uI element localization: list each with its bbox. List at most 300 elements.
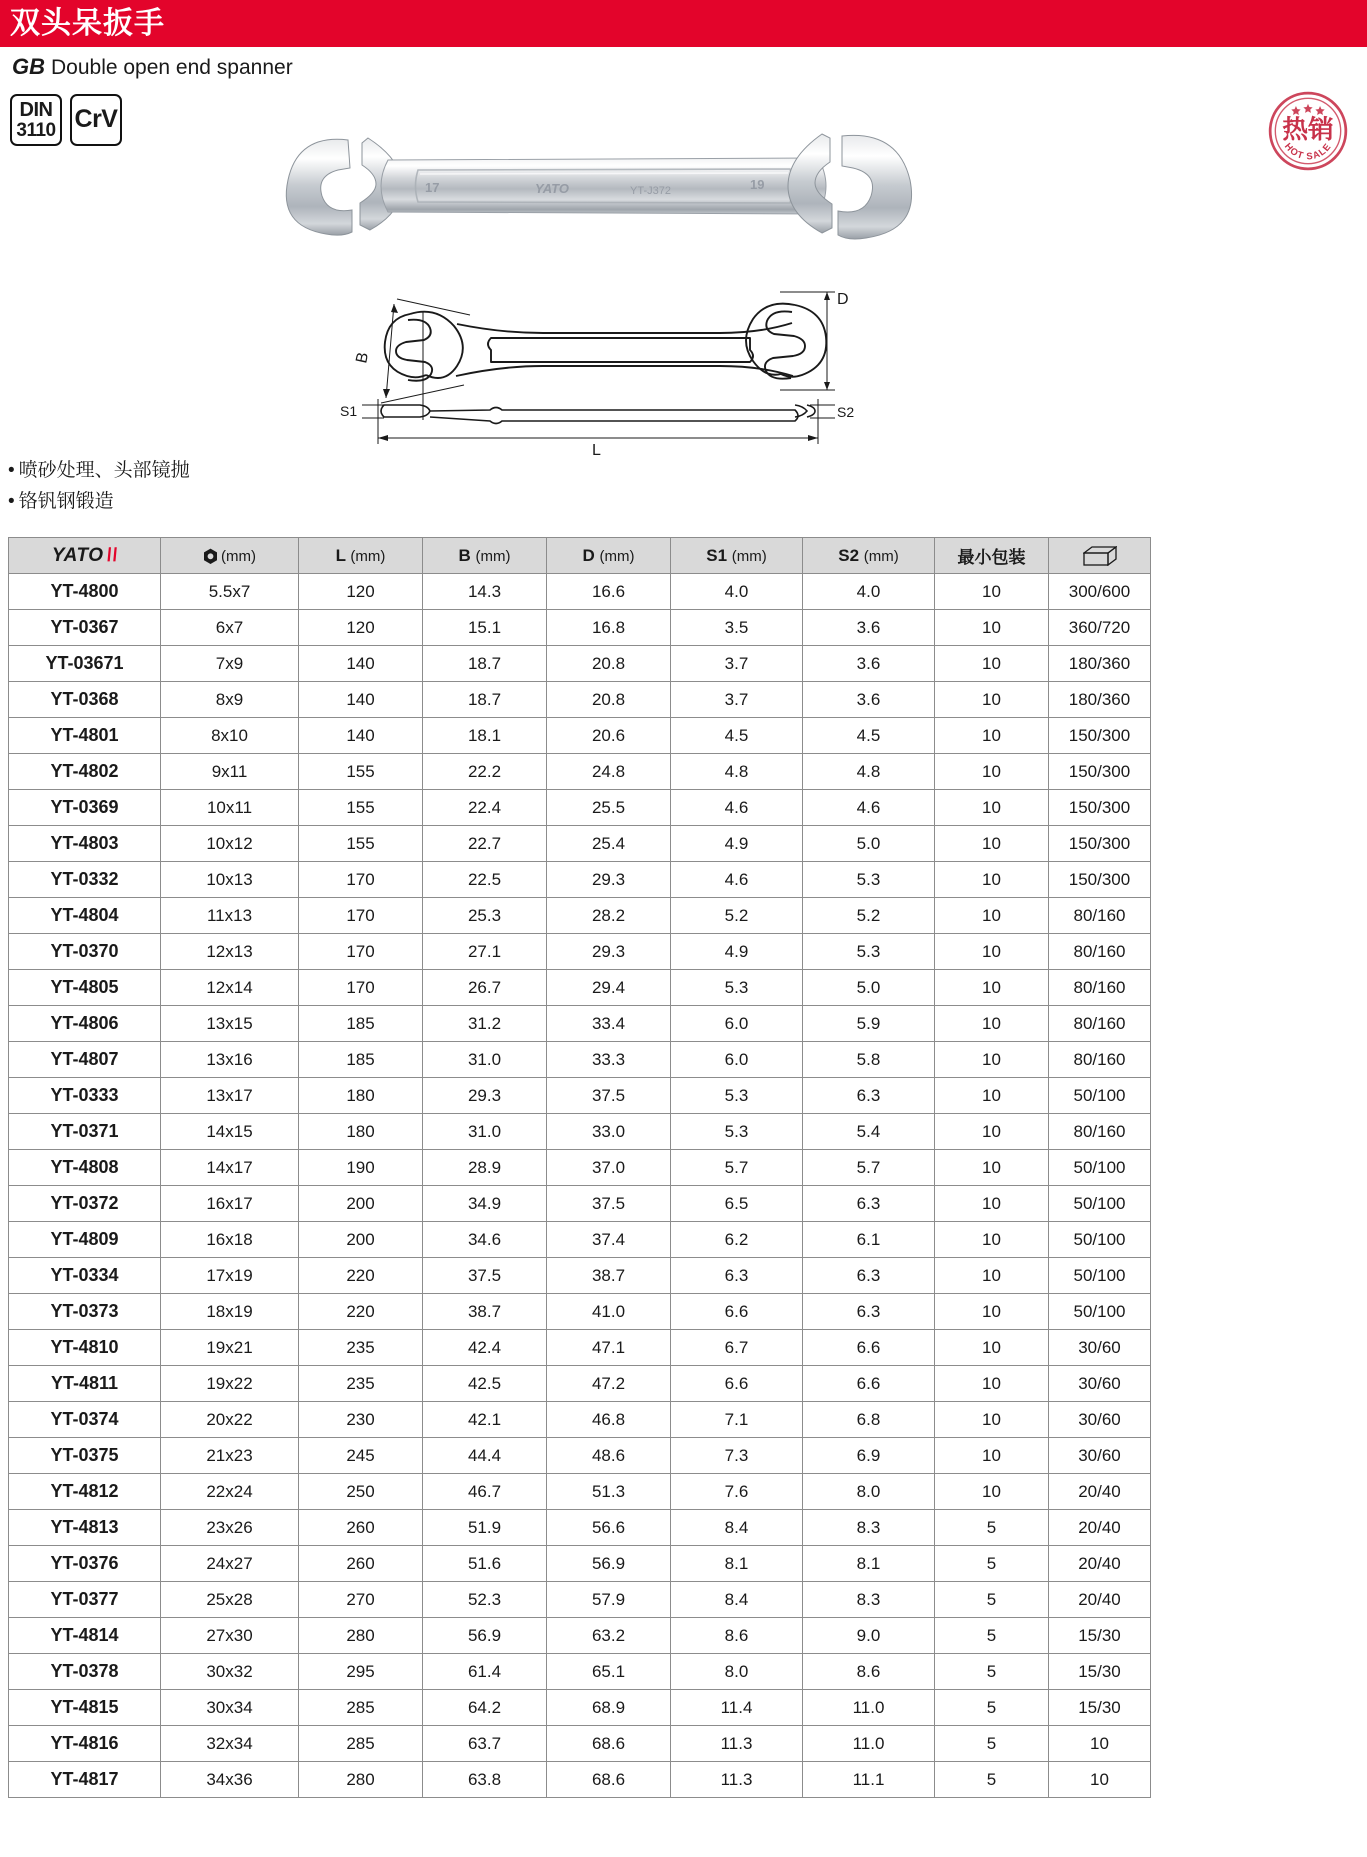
header-cell-d: D (mm): [547, 538, 671, 574]
cell-code: YT-4816: [9, 1726, 161, 1762]
cell-b: 42.5: [423, 1366, 547, 1402]
table-row[interactable]: [9, 934, 1151, 970]
cell-s2: 8.0: [803, 1474, 935, 1510]
drawing-side-view: [381, 405, 815, 424]
cell-s2: 5.0: [803, 970, 935, 1006]
cell-code: YT-4811: [9, 1366, 161, 1402]
cell-carton: 15/30: [1049, 1690, 1151, 1726]
header-cell-l: L (mm): [299, 538, 423, 574]
hot-sale-stamp-en: HOT SALE: [1281, 141, 1335, 163]
cell-d: 47.2: [547, 1366, 671, 1402]
cell-l: 200: [299, 1222, 423, 1258]
cell-l: 285: [299, 1690, 423, 1726]
cell-l: 120: [299, 574, 423, 610]
cell-s2: 6.3: [803, 1294, 935, 1330]
cell-d: 56.9: [547, 1546, 671, 1582]
cell-size: 25x28: [161, 1582, 299, 1618]
table-row[interactable]: [9, 898, 1151, 934]
technical-drawing: [340, 272, 860, 457]
bullet-icon: •: [8, 460, 15, 481]
cell-b: 51.9: [423, 1510, 547, 1546]
cell-size: 17x19: [161, 1258, 299, 1294]
cell-carton: 300/600: [1049, 574, 1151, 610]
cell-size: 12x13: [161, 934, 299, 970]
cell-s2: 8.6: [803, 1654, 935, 1690]
cell-min-package: 10: [935, 1474, 1049, 1510]
cell-code: YT-0334: [9, 1258, 161, 1294]
table-row[interactable]: [9, 1042, 1151, 1078]
cell-b: 63.7: [423, 1726, 547, 1762]
cell-carton: 180/360: [1049, 682, 1151, 718]
cell-s2: 6.9: [803, 1438, 935, 1474]
cell-size: 34x36: [161, 1762, 299, 1798]
table-row[interactable]: [9, 1690, 1151, 1726]
cell-size: 14x15: [161, 1114, 299, 1150]
cell-s2: 8.1: [803, 1546, 935, 1582]
cell-code: YT-0368: [9, 682, 161, 718]
cell-s2: 11.1: [803, 1762, 935, 1798]
dimension-l: [378, 424, 818, 444]
cell-s2: 3.6: [803, 610, 935, 646]
cell-l: 140: [299, 682, 423, 718]
cell-l: 120: [299, 610, 423, 646]
cell-min-package: 10: [935, 1042, 1049, 1078]
subtitle: [12, 56, 293, 78]
cell-code: YT-0373: [9, 1294, 161, 1330]
cell-size: 21x23: [161, 1438, 299, 1474]
cell-carton: 20/40: [1049, 1474, 1151, 1510]
table-row[interactable]: [9, 1150, 1151, 1186]
standard-label: GB: [12, 54, 45, 79]
cell-s1: 8.0: [671, 1654, 803, 1690]
table-row[interactable]: [9, 1654, 1151, 1690]
cell-code: YT-4800: [9, 574, 161, 610]
cell-s1: 4.9: [671, 934, 803, 970]
cell-carton: 15/30: [1049, 1618, 1151, 1654]
cell-s1: 5.2: [671, 898, 803, 934]
hot-sale-stamp-cn: 热销: [1282, 115, 1334, 144]
cell-l: 235: [299, 1330, 423, 1366]
cell-l: 280: [299, 1618, 423, 1654]
cell-d: 63.2: [547, 1618, 671, 1654]
subtitle-english: Double open end spanner: [51, 56, 293, 79]
cell-min-package: 10: [935, 790, 1049, 826]
table-row[interactable]: [9, 862, 1151, 898]
table-row[interactable]: [9, 1510, 1151, 1546]
dimension-label-b: B: [353, 350, 373, 365]
cell-min-package: 10: [935, 1114, 1049, 1150]
cell-l: 280: [299, 1762, 423, 1798]
feature-item: [8, 455, 190, 486]
cell-s1: 11.3: [671, 1726, 803, 1762]
cell-size: 20x22: [161, 1402, 299, 1438]
cell-min-package: 10: [935, 826, 1049, 862]
cell-d: 41.0: [547, 1294, 671, 1330]
cell-l: 200: [299, 1186, 423, 1222]
dimension-label-s1: S1: [340, 403, 358, 419]
cell-code: YT-0367: [9, 610, 161, 646]
cell-s1: 6.2: [671, 1222, 803, 1258]
dimension-b: [381, 299, 470, 420]
cell-l: 170: [299, 970, 423, 1006]
header-cell-brand: [9, 538, 161, 574]
table-row[interactable]: [9, 970, 1151, 1006]
cell-carton: 50/100: [1049, 1222, 1151, 1258]
cell-d: 25.5: [547, 790, 671, 826]
cell-min-package: 10: [935, 1402, 1049, 1438]
table-row[interactable]: [9, 1438, 1151, 1474]
cell-s1: 4.8: [671, 754, 803, 790]
cell-s1: 8.4: [671, 1582, 803, 1618]
cell-min-package: 10: [935, 646, 1049, 682]
cell-b: 34.9: [423, 1186, 547, 1222]
cell-s2: 5.2: [803, 898, 935, 934]
dimension-label-l: L: [592, 442, 601, 457]
cell-l: 170: [299, 898, 423, 934]
header-cell-b: B (mm): [423, 538, 547, 574]
header-cell-min-package: 最小包装: [935, 538, 1049, 574]
cell-code: YT-4814: [9, 1618, 161, 1654]
cell-min-package: 10: [935, 1330, 1049, 1366]
cell-min-package: 5: [935, 1618, 1049, 1654]
cell-d: 24.8: [547, 754, 671, 790]
wrench-head-right: [788, 134, 912, 239]
cell-min-package: 10: [935, 1150, 1049, 1186]
cell-size: 13x17: [161, 1078, 299, 1114]
table-row[interactable]: [9, 718, 1151, 754]
crv-badge-line1: CrV: [74, 105, 118, 134]
cell-b: 37.5: [423, 1258, 547, 1294]
cell-b: 18.1: [423, 718, 547, 754]
cell-code: YT-0371: [9, 1114, 161, 1150]
cell-carton: 50/100: [1049, 1294, 1151, 1330]
table-row[interactable]: [9, 1330, 1151, 1366]
cell-size: 13x15: [161, 1006, 299, 1042]
dimension-s2: [810, 399, 835, 424]
cell-min-package: 10: [935, 754, 1049, 790]
cell-code: YT-4805: [9, 970, 161, 1006]
cell-b: 61.4: [423, 1654, 547, 1690]
cell-carton: 150/300: [1049, 826, 1151, 862]
cell-code: YT-4815: [9, 1690, 161, 1726]
cell-s2: 11.0: [803, 1690, 935, 1726]
header-cell-size: [161, 538, 299, 574]
cell-b: 22.4: [423, 790, 547, 826]
cell-s1: 5.7: [671, 1150, 803, 1186]
cell-s1: 4.6: [671, 862, 803, 898]
table-row[interactable]: [9, 682, 1151, 718]
cell-carton: 30/60: [1049, 1402, 1151, 1438]
cell-code: YT-4802: [9, 754, 161, 790]
feature-list: [8, 455, 190, 517]
cell-s1: 6.5: [671, 1186, 803, 1222]
cell-code: YT-03671: [9, 646, 161, 682]
table-row[interactable]: [9, 1114, 1151, 1150]
cell-code: YT-4810: [9, 1330, 161, 1366]
cell-size: 14x17: [161, 1150, 299, 1186]
hex-nut-icon: [203, 548, 218, 565]
cell-s2: 6.6: [803, 1366, 935, 1402]
cell-b: 56.9: [423, 1618, 547, 1654]
cell-code: YT-4803: [9, 826, 161, 862]
cell-carton: 80/160: [1049, 970, 1151, 1006]
cell-d: 51.3: [547, 1474, 671, 1510]
cell-d: 28.2: [547, 898, 671, 934]
cell-b: 31.2: [423, 1006, 547, 1042]
table-header-row: [9, 538, 1151, 574]
cell-d: 68.6: [547, 1726, 671, 1762]
feature-text: 喷砂处理、头部镜抛: [18, 460, 190, 481]
cell-s1: 4.6: [671, 790, 803, 826]
cell-min-package: 10: [935, 1078, 1049, 1114]
cell-d: 33.0: [547, 1114, 671, 1150]
table-row[interactable]: [9, 1006, 1151, 1042]
cell-carton: 20/40: [1049, 1510, 1151, 1546]
table-row[interactable]: [9, 1258, 1151, 1294]
cell-s1: 8.1: [671, 1546, 803, 1582]
cell-l: 250: [299, 1474, 423, 1510]
cell-d: 48.6: [547, 1438, 671, 1474]
page-title: 双头呆扳手: [10, 6, 165, 40]
cell-l: 140: [299, 646, 423, 682]
cell-s1: 4.0: [671, 574, 803, 610]
cell-s1: 11.3: [671, 1762, 803, 1798]
cell-l: 235: [299, 1366, 423, 1402]
cell-d: 20.8: [547, 646, 671, 682]
cell-d: 37.4: [547, 1222, 671, 1258]
header-unit: (mm): [221, 547, 256, 565]
cell-size: 16x17: [161, 1186, 299, 1222]
table-body: [9, 574, 1151, 1798]
cell-d: 38.7: [547, 1258, 671, 1294]
cell-size: 8x10: [161, 718, 299, 754]
cell-carton: 50/100: [1049, 1078, 1151, 1114]
cell-b: 31.0: [423, 1042, 547, 1078]
table-row[interactable]: [9, 1546, 1151, 1582]
cell-s1: 5.3: [671, 1114, 803, 1150]
dimension-label-s2: S2: [837, 404, 855, 420]
cell-d: 29.3: [547, 862, 671, 898]
header-cell-carton: [1049, 538, 1151, 574]
cell-carton: 360/720: [1049, 610, 1151, 646]
cell-d: 37.0: [547, 1150, 671, 1186]
cell-carton: 150/300: [1049, 862, 1151, 898]
cell-min-package: 10: [935, 682, 1049, 718]
cell-b: 64.2: [423, 1690, 547, 1726]
cell-carton: 150/300: [1049, 754, 1151, 790]
cell-size: 5.5x7: [161, 574, 299, 610]
specification-table: [8, 537, 1151, 1798]
cell-l: 170: [299, 934, 423, 970]
cell-code: YT-0372: [9, 1186, 161, 1222]
cell-s2: 4.6: [803, 790, 935, 826]
cell-b: 18.7: [423, 646, 547, 682]
cell-s1: 4.9: [671, 826, 803, 862]
cell-code: YT-4807: [9, 1042, 161, 1078]
cell-code: YT-4817: [9, 1762, 161, 1798]
cell-s2: 5.7: [803, 1150, 935, 1186]
table-row[interactable]: [9, 610, 1151, 646]
cell-min-package: 5: [935, 1690, 1049, 1726]
cell-size: 30x34: [161, 1690, 299, 1726]
cell-s2: 8.3: [803, 1582, 935, 1618]
cell-carton: 15/30: [1049, 1654, 1151, 1690]
svg-text:YATO: YATO: [535, 181, 569, 196]
cell-s1: 5.3: [671, 1078, 803, 1114]
cell-l: 260: [299, 1546, 423, 1582]
cell-s2: 8.3: [803, 1510, 935, 1546]
cell-code: YT-4804: [9, 898, 161, 934]
cell-s2: 3.6: [803, 646, 935, 682]
cell-b: 31.0: [423, 1114, 547, 1150]
table-row[interactable]: [9, 1582, 1151, 1618]
cell-carton: 150/300: [1049, 790, 1151, 826]
table-row[interactable]: [9, 1726, 1151, 1762]
table-row[interactable]: [9, 1294, 1151, 1330]
cell-s2: 3.6: [803, 682, 935, 718]
cell-s1: 3.5: [671, 610, 803, 646]
cell-b: 42.4: [423, 1330, 547, 1366]
cell-min-package: 10: [935, 1186, 1049, 1222]
cell-size: 11x13: [161, 898, 299, 934]
cell-size: 9x11: [161, 754, 299, 790]
cell-b: 27.1: [423, 934, 547, 970]
cell-d: 56.6: [547, 1510, 671, 1546]
svg-text:YT-J372: YT-J372: [630, 185, 671, 197]
table-row[interactable]: [9, 826, 1151, 862]
yato-logo: YATO \\: [51, 544, 120, 566]
cell-carton: 20/40: [1049, 1546, 1151, 1582]
cell-b: 14.3: [423, 574, 547, 610]
table-row[interactable]: [9, 790, 1151, 826]
table-row[interactable]: [9, 574, 1151, 610]
cell-size: 19x21: [161, 1330, 299, 1366]
cell-s1: 7.6: [671, 1474, 803, 1510]
cell-size: 30x32: [161, 1654, 299, 1690]
cell-min-package: 10: [935, 610, 1049, 646]
cell-s2: 6.3: [803, 1186, 935, 1222]
cell-s2: 5.4: [803, 1114, 935, 1150]
svg-text:17: 17: [425, 180, 440, 195]
cell-b: 34.6: [423, 1222, 547, 1258]
cell-min-package: 10: [935, 862, 1049, 898]
table-row[interactable]: [9, 754, 1151, 790]
cell-l: 285: [299, 1726, 423, 1762]
cell-d: 16.6: [547, 574, 671, 610]
cell-l: 230: [299, 1402, 423, 1438]
cell-size: 18x19: [161, 1294, 299, 1330]
cell-carton: 20/40: [1049, 1582, 1151, 1618]
cell-s2: 5.0: [803, 826, 935, 862]
cell-s2: 6.3: [803, 1258, 935, 1294]
cell-b: 38.7: [423, 1294, 547, 1330]
cell-l: 155: [299, 754, 423, 790]
cell-l: 180: [299, 1078, 423, 1114]
cell-size: 10x13: [161, 862, 299, 898]
cell-l: 140: [299, 718, 423, 754]
cell-min-package: 10: [935, 1438, 1049, 1474]
table-row[interactable]: [9, 1762, 1151, 1798]
cell-s1: 3.7: [671, 646, 803, 682]
cell-min-package: 10: [935, 1006, 1049, 1042]
crv-badge: [70, 94, 122, 146]
cell-s2: 4.5: [803, 718, 935, 754]
feature-text: 铬钒钢锻造: [18, 491, 114, 512]
table-row[interactable]: [9, 1402, 1151, 1438]
cell-carton: 50/100: [1049, 1186, 1151, 1222]
cell-s1: 8.6: [671, 1618, 803, 1654]
cell-d: 33.4: [547, 1006, 671, 1042]
cell-carton: 30/60: [1049, 1438, 1151, 1474]
cell-l: 185: [299, 1006, 423, 1042]
cell-min-package: 10: [935, 1222, 1049, 1258]
cell-b: 26.7: [423, 970, 547, 1006]
cell-min-package: 10: [935, 574, 1049, 610]
din-badge-line1: DIN: [19, 99, 53, 122]
cell-s2: 9.0: [803, 1618, 935, 1654]
cell-size: 23x26: [161, 1510, 299, 1546]
table-row[interactable]: [9, 646, 1151, 682]
cell-d: 29.4: [547, 970, 671, 1006]
cell-s2: 6.8: [803, 1402, 935, 1438]
cell-s2: 6.6: [803, 1330, 935, 1366]
dimension-label-d: D: [837, 291, 849, 308]
cell-min-package: 5: [935, 1762, 1049, 1798]
cell-l: 155: [299, 790, 423, 826]
cell-b: 52.3: [423, 1582, 547, 1618]
table-row[interactable]: [9, 1186, 1151, 1222]
cell-carton: 80/160: [1049, 1114, 1151, 1150]
cell-l: 190: [299, 1150, 423, 1186]
cell-size: 27x30: [161, 1618, 299, 1654]
cell-s1: 5.3: [671, 970, 803, 1006]
cell-carton: 80/160: [1049, 898, 1151, 934]
table-row[interactable]: [9, 1474, 1151, 1510]
cell-s1: 6.7: [671, 1330, 803, 1366]
table-row[interactable]: [9, 1366, 1151, 1402]
cell-min-package: 10: [935, 934, 1049, 970]
table-row[interactable]: [9, 1222, 1151, 1258]
cell-carton: 10: [1049, 1726, 1151, 1762]
cell-l: 245: [299, 1438, 423, 1474]
cell-s1: 7.3: [671, 1438, 803, 1474]
cell-d: 37.5: [547, 1078, 671, 1114]
cell-code: YT-4809: [9, 1222, 161, 1258]
cell-l: 260: [299, 1510, 423, 1546]
cell-size: 10x11: [161, 790, 299, 826]
cell-b: 42.1: [423, 1402, 547, 1438]
cell-d: 65.1: [547, 1654, 671, 1690]
cell-s2: 4.8: [803, 754, 935, 790]
cell-b: 29.3: [423, 1078, 547, 1114]
cell-min-package: 5: [935, 1510, 1049, 1546]
cell-min-package: 5: [935, 1546, 1049, 1582]
carton-box-icon: [1083, 546, 1117, 566]
cell-carton: 50/100: [1049, 1258, 1151, 1294]
cell-min-package: 10: [935, 718, 1049, 754]
cell-b: 22.5: [423, 862, 547, 898]
cell-size: 16x18: [161, 1222, 299, 1258]
table-row[interactable]: [9, 1618, 1151, 1654]
cell-size: 13x16: [161, 1042, 299, 1078]
cell-s1: 4.5: [671, 718, 803, 754]
cell-s2: 6.3: [803, 1078, 935, 1114]
cell-d: 57.9: [547, 1582, 671, 1618]
cell-code: YT-0374: [9, 1402, 161, 1438]
table-row[interactable]: [9, 1078, 1151, 1114]
header-cell-s2: S2 (mm): [803, 538, 935, 574]
cell-b: 51.6: [423, 1546, 547, 1582]
